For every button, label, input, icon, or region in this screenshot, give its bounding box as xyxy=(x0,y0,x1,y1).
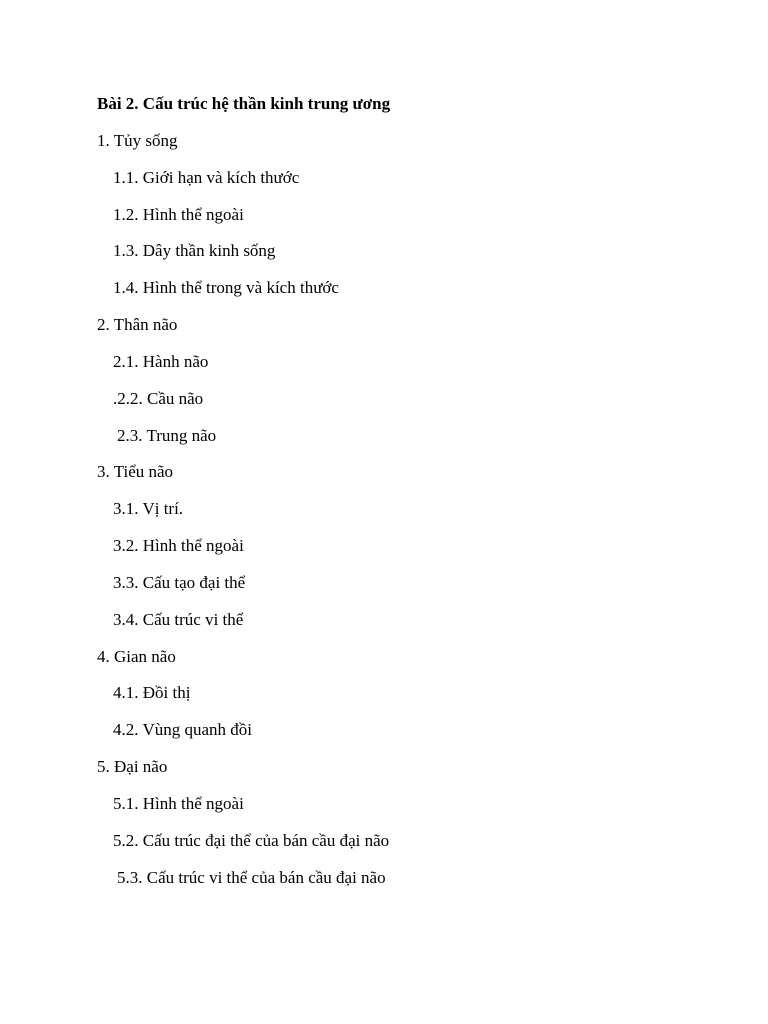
list-item: 1.2. Hình thể ngoài xyxy=(113,205,244,224)
section-heading-5: 5. Đại não xyxy=(97,757,168,776)
page-title: Bài 2. Cấu trúc hệ thần kinh trung ương xyxy=(97,94,391,113)
section-heading-3: 3. Tiểu não xyxy=(97,462,174,481)
list-item: 4.2. Vùng quanh đồi xyxy=(113,720,252,739)
section-heading-2: 2. Thân não xyxy=(97,315,178,334)
list-item: 5.3. Cấu trúc vi thể của bán cầu đại não xyxy=(117,868,386,887)
list-item: 3.4. Cấu trúc vi thể xyxy=(113,610,244,629)
list-item: 3.1. Vị trí. xyxy=(113,499,184,518)
list-item: 4.1. Đồi thị xyxy=(113,683,191,702)
list-item: 1.1. Giới hạn và kích thước xyxy=(113,168,300,187)
list-item: 1.3. Dây thần kinh sống xyxy=(113,241,276,260)
list-item: .2.2. Cầu não xyxy=(113,389,204,408)
list-item: 5.2. Cấu trúc đại thể của bán cầu đại não xyxy=(113,831,390,850)
list-item: 2.1. Hành não xyxy=(113,352,209,371)
section-heading-1: 1. Tủy sống xyxy=(97,131,178,150)
list-item: 5.1. Hình thể ngoài xyxy=(113,794,244,813)
section-heading-4: 4. Gian não xyxy=(97,647,176,666)
list-item: 3.2. Hình thể ngoài xyxy=(113,536,244,555)
list-item: 1.4. Hình thể trong và kích thước xyxy=(113,278,339,297)
list-item: 2.3. Trung não xyxy=(117,426,217,445)
list-item: 3.3. Cấu tạo đại thể xyxy=(113,573,246,592)
